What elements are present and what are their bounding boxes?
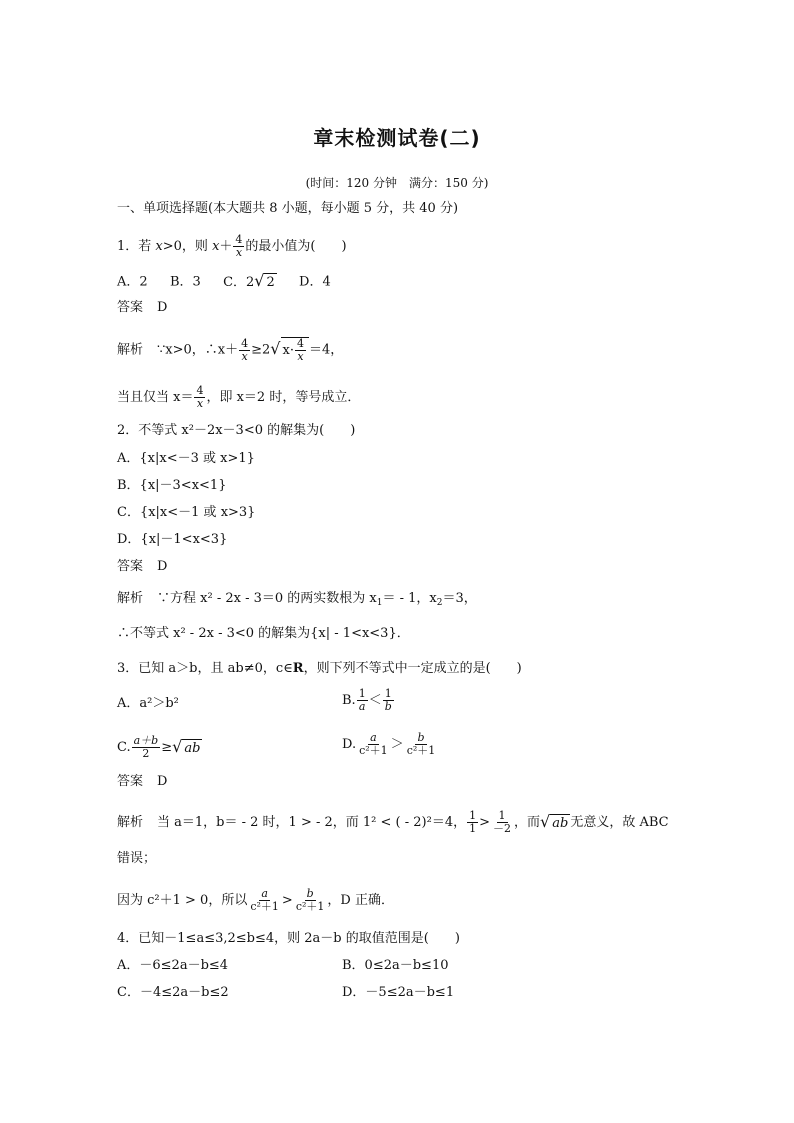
answer-label: 答案	[117, 300, 144, 315]
answer-line	[117, 299, 167, 317]
solution-line: ∴不等式 x² - 2x - 3<0 的解集为{x| - 1<x<3}．	[117, 626, 410, 641]
solution-line: 错误；	[117, 851, 157, 866]
answer-label: 答案	[117, 559, 144, 574]
analysis-label: 解析	[117, 591, 144, 606]
option-d: D．4	[299, 274, 331, 290]
section-heading: 一、单项选择题(本大题共 8 小题，每小题 5 分，共 40 分)	[117, 201, 459, 216]
option-a: A．－6≤2a－b≤4	[117, 958, 229, 973]
option-c: C. $\frac{a+b}{2}$ ≥√ ab	[117, 734, 201, 760]
option-c: C．－4≤2a－b≤2	[117, 985, 229, 1000]
radical: √ x· $\frac{4}{x}$	[270, 337, 309, 363]
option-a: A．{x|x<－3 或 x>1}	[117, 451, 255, 466]
question-number: 4．	[117, 931, 139, 946]
answer-value: D	[157, 774, 168, 789]
answer-value: D	[157, 300, 168, 315]
fraction: $\frac{4}{x}$	[235, 233, 243, 259]
analysis-label: 解析	[117, 342, 144, 358]
answer-line	[117, 773, 167, 791]
option-d: D．{x|－1<x<3}	[117, 532, 228, 547]
question-3: 3．已知 a＞b，且 ab≠0，c∈R，则下列不等式中一定成立的是( )	[117, 661, 522, 676]
analysis-label: 解析	[117, 815, 144, 830]
answer-line	[117, 558, 167, 576]
option-c: C．2√ 2	[223, 271, 275, 290]
fraction: $\frac{4}{x}$	[241, 336, 249, 363]
exam-meta: (时间：120 分钟 满分：150 分)	[305, 176, 489, 190]
option-a: A．a²＞b²	[117, 696, 179, 711]
option-d: D．－5≤2a－b≤1	[342, 985, 455, 1000]
question-number: 1．	[117, 239, 139, 254]
option-a: A．2	[117, 274, 148, 290]
fraction: $\frac{4}{x}$	[196, 384, 204, 410]
solution-line: 解析 当 a＝1，b＝ - 2 时，1 > - 2，而 1² < ( - 2)²＝4， $\frac{1}{1}$ > $\frac{1}{-2}$ ，而√ ab 无意义，故 ABC	[117, 809, 669, 835]
answer-label: 答案	[117, 774, 144, 789]
solution-line: 解析 ∵x>0，∴x＋ $\frac{4}{x}$ ≥2√ x· $\frac{4}{x}$ ＝4，	[117, 336, 344, 363]
question-number: 3．	[117, 661, 139, 676]
solution-line: 当且仅当 x＝ $\frac{4}{x}$ ，即 x＝2 时，等号成立．	[117, 384, 361, 410]
option-c: C．{x|x<－1 或 x>3}	[117, 505, 256, 520]
option-b: B. $\frac{1}{a}$ ＜ $\frac{1}{b}$	[342, 687, 392, 713]
question-1-options	[117, 272, 331, 292]
question-4: 4．已知－1≤a≤3,2≤b≤4，则 2a－b 的取值范围是( )	[117, 931, 460, 946]
option-b: B．3	[169, 274, 201, 290]
option-b: B．{x|－3<x<1}	[117, 478, 227, 493]
option-b: B．0≤2a－b≤10	[342, 958, 449, 973]
solution-line: 解析 ∵方程 x² - 2x - 3＝0 的两实数根为 $x_1= - 1$，$x_2=3$，	[117, 591, 477, 608]
answer-value: D	[157, 559, 168, 574]
question-number: 2．	[117, 423, 139, 438]
question-1: 1．若 x>0，则 x＋ $\frac{4}{x}$ 的最小值为( )	[117, 233, 347, 259]
option-d: D. $\frac{a}{\text{c²＋1}}$ ＞ $\frac{b}{\text{c²＋1}}$	[342, 731, 436, 757]
question-2: 2．不等式 x²－2x－3<0 的解集为( )	[117, 423, 356, 438]
solution-line: 因为 c²＋1 > 0，所以 $\frac{a}{\text{c²＋1}}$ > $\frac{b}{\text{c²＋1}}$ ，D 正确．	[117, 887, 394, 913]
page-title: 章末检测试卷(二)	[313, 126, 481, 150]
